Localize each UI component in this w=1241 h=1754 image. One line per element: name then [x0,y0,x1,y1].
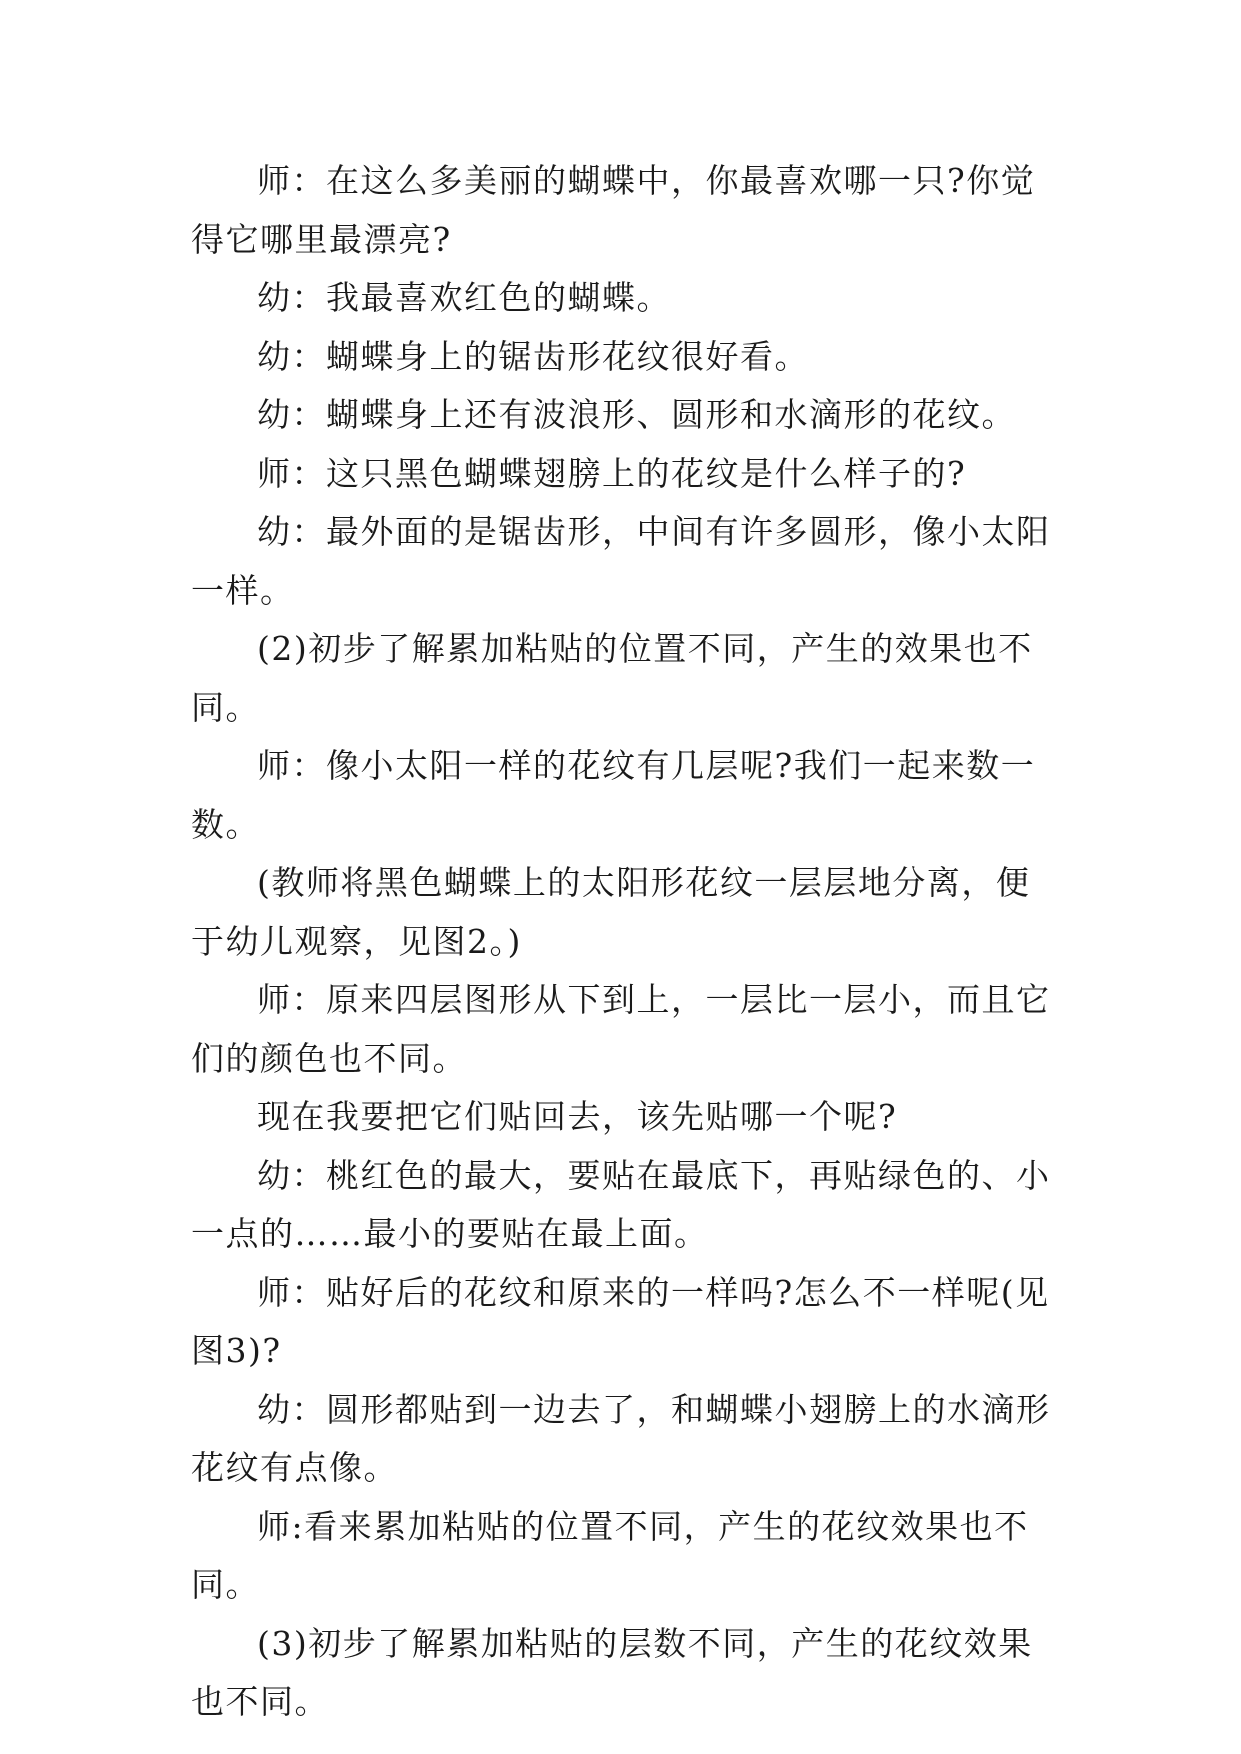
paragraph: 幼：最外面的是锯齿形，中间有许多圆形，像小太阳一样。 [191,512,1051,610]
paragraph: (3)初步了解累加粘贴的层数不同，产生的花纹效果也不同。 [191,1623,1033,1721]
paragraph: 师：像小太阳一样的花纹有几层呢?我们一起来数一数。 [191,746,1036,844]
document-body [191,152,1053,1732]
paragraph: 幼：圆形都贴到一边去了，和蝴蝶小翅膀上的水滴形花纹有点像。 [191,1389,1051,1487]
paragraph: 幼：我最喜欢红色的蝴蝶。 [257,278,671,317]
paragraph: (2)初步了解累加粘贴的位置不同，产生的效果也不同。 [191,629,1033,727]
paragraph: 师：贴好后的花纹和原来的一样吗?怎么不一样呢(见图3)? [191,1272,1050,1370]
paragraph: 幼：蝴蝶身上还有波浪形、圆形和水滴形的花纹。 [257,395,1016,434]
paragraph: (教师将黑色蝴蝶上的太阳形花纹一层层地分离，便于幼儿观察，见图2。) [191,863,1031,961]
paragraph: 幼：蝴蝶身上的锯齿形花纹很好看。 [257,336,809,376]
paragraph: 师：这只黑色蝴蝶翅膀上的花纹是什么样子的? [257,453,967,493]
paragraph: 师：原来四层图形从下到上，一层比一层小，而且它们的颜色也不同。 [191,980,1051,1078]
paragraph: 师:看来累加粘贴的位置不同，产生的花纹效果也不同。 [191,1506,1029,1604]
paragraph: 师：在这么多美丽的蝴蝶中，你最喜欢哪一只?你觉得它哪里最漂亮? [191,161,1036,259]
paragraph: 幼：桃红色的最大，要贴在最底下，再贴绿色的、小一点的……最小的要贴在最上面。 [191,1155,1051,1253]
paragraph: 现在我要把它们贴回去，该先贴哪一个呢? [257,1097,898,1136]
